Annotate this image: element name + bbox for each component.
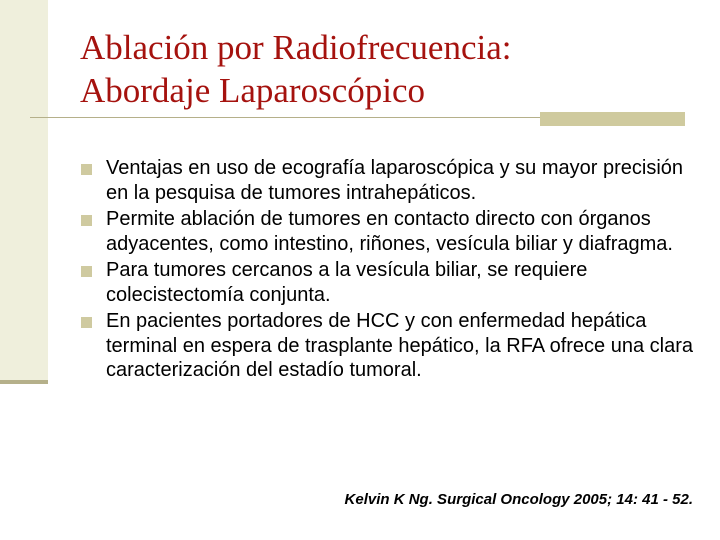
bullet-text: Ventajas en uso de ecografía laparoscópica y su mayor precisión en la pesquisa de tumores intrahepáticos. xyxy=(106,157,684,204)
sidebar-underline xyxy=(0,380,48,384)
slide-title xyxy=(80,26,511,112)
title-divider-accent xyxy=(540,112,685,126)
bullet-text: En pacientes portadores de HCC y con enfermedad hepática terminal en espera de trasplante hepático, la RFA ofrece una clara caracterización del estadío tumoral. xyxy=(106,310,694,381)
square-bullet-icon xyxy=(81,266,92,277)
bullet-text: Para tumores cercanos a la vesícula biliar, se requiere colecistectomía conjunta. xyxy=(106,259,588,306)
bullet-item xyxy=(80,156,710,205)
bullet-item xyxy=(80,309,710,383)
slide-title-line-2: Abordaje Laparoscópico xyxy=(80,71,425,110)
slide-title-line-1: Ablación por Radiofrecuencia: xyxy=(80,28,512,67)
bullet-item xyxy=(80,207,710,256)
square-bullet-icon xyxy=(81,215,92,226)
square-bullet-icon xyxy=(81,164,92,175)
bullet-list xyxy=(80,156,710,385)
bullet-item xyxy=(80,258,710,307)
citation: Kelvin K Ng. Surgical Oncology 2005; 14: 41 - 52. xyxy=(344,491,693,508)
decorative-sidebar xyxy=(0,0,48,383)
bullet-text: Permite ablación de tumores en contacto directo con órganos adyacentes, como intestino, riñones, vesícula biliar y diafragma. xyxy=(106,208,673,255)
square-bullet-icon xyxy=(81,317,92,328)
